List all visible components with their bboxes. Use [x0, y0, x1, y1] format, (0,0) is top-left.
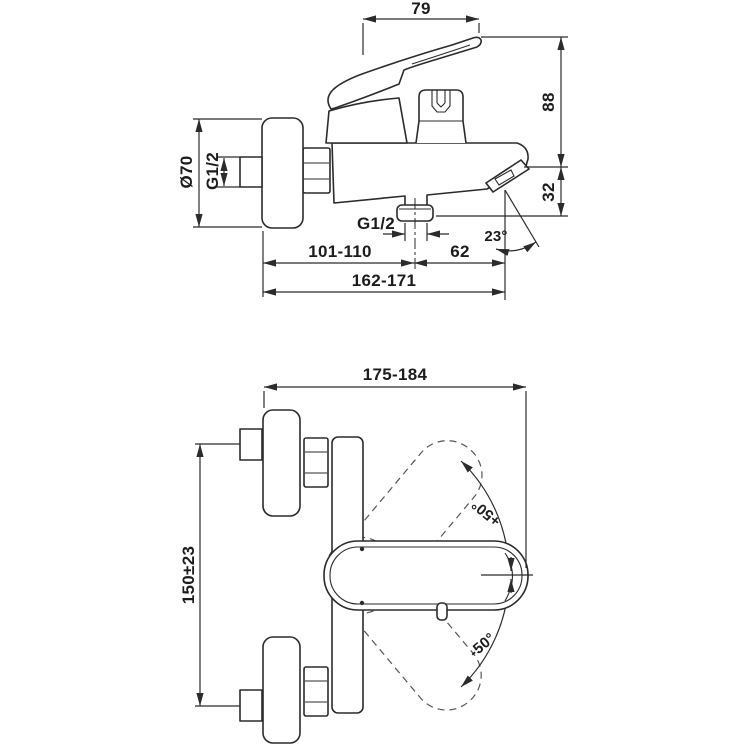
dim-outlet-to-spout: [414, 242, 505, 263]
dim-spout-angle-label: 23°: [484, 228, 508, 245]
dim-outlet-thread-label: G1/2: [356, 214, 396, 233]
dim-spout-angle: [484, 190, 539, 300]
dim-height-label: 88: [539, 92, 558, 112]
dim-inlet-thread-label: G1/2: [203, 151, 222, 191]
wall-escutcheon: [262, 118, 303, 228]
wall-union: [240, 157, 262, 187]
wall-union-bottom: [240, 690, 262, 721]
diverter-knob: [416, 90, 466, 143]
wall-escutcheon-bottom: [263, 637, 300, 743]
handle-marker-dot-top: [360, 547, 364, 551]
dim-spout-drop-label: 32: [539, 182, 558, 202]
dim-inlet-centers-label: 150±23: [179, 545, 198, 605]
union-nut-top: [304, 438, 328, 487]
handle-marker-dot-bottom: [360, 601, 364, 605]
union-nut-bottom: [304, 667, 328, 716]
dim-wall-to-spout-label: 162-171: [351, 271, 417, 290]
dim-swing-up-label: +50°: [468, 495, 505, 530]
dim-overall-width-label: 175-184: [362, 365, 428, 384]
dim-escutcheon-diameter-label: Ø70: [177, 155, 196, 189]
faucet-side-view: [177, 0, 568, 300]
dim-inlet-centers: [179, 444, 240, 706]
wall-union-top: [240, 429, 262, 460]
union-nut: [303, 148, 330, 193]
dim-handle-projection-label: 79: [411, 0, 431, 18]
dim-outlet-to-spout-label: 62: [450, 242, 470, 261]
dim-wall-to-outlet-label: 101-110: [308, 242, 372, 261]
dim-swing-down-label: -50°: [465, 629, 499, 662]
wall-escutcheon-top: [263, 410, 300, 516]
dim-inlet-thread: [203, 152, 240, 190]
dim-wall-to-spout: [263, 271, 505, 292]
temperature-limit-pin: [437, 603, 447, 620]
faucet-front-view: [179, 365, 533, 743]
